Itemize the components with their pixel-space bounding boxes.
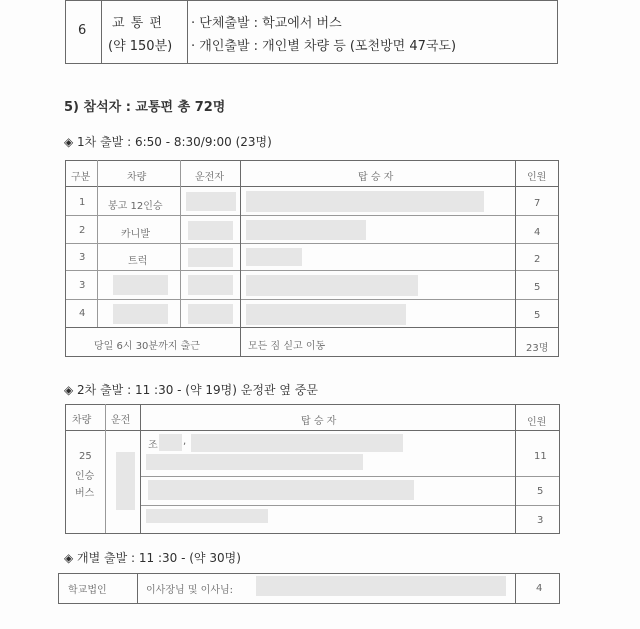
redacted-passengers — [256, 576, 506, 596]
redacted-driver — [188, 248, 233, 267]
redacted-passengers — [246, 248, 302, 266]
redacted-passengers — [146, 454, 363, 470]
header-vehicle: 차량 — [72, 415, 92, 426]
second-departure-heading: ◈ 2차 출발 : 11 :30 - (약 19명) 운정관 옆 중문 — [64, 383, 318, 397]
individual-departure-heading: ◈ 개별 출발 : 11 :30 - (약 30명) — [64, 551, 241, 565]
board-members-label: 이사장님 및 이사님: — [146, 585, 234, 596]
individual-count: 4 — [536, 583, 543, 594]
row-3-count: 2 — [534, 254, 541, 265]
row-2-count: 4 — [534, 227, 541, 238]
header-driver: 운전자 — [195, 172, 224, 183]
row-5-count: 5 — [534, 310, 541, 321]
header-vehicle: 차량 — [127, 172, 147, 183]
footer-note-luggage: 모든 짐 싣고 이동 — [248, 341, 326, 352]
row-1-number: 1 — [79, 197, 86, 208]
row-1-vehicle: 봉고 12인승 — [108, 201, 163, 212]
header-passengers: 탑 승 자 — [301, 416, 337, 427]
redacted-passengers — [191, 434, 403, 452]
bus-row-1-count: 11 — [534, 451, 547, 462]
comma-separator: , — [183, 436, 187, 447]
redacted-passengers — [246, 220, 366, 240]
section-title: 5) 참석자 : 교통편 총 72명 — [64, 100, 226, 115]
header-driver: 운전 — [111, 415, 131, 426]
header-division: 구분 — [71, 172, 91, 183]
redacted-driver — [188, 221, 233, 240]
footer-note-time: 당일 6시 30분까지 출근 — [94, 341, 200, 352]
row6-number: 6 — [78, 23, 87, 38]
header-passengers: 탑 승 자 — [358, 172, 394, 183]
row6-duration: (약 150분) — [108, 39, 173, 54]
footer-total: 23명 — [526, 343, 549, 354]
bus-label: 버스 — [75, 488, 95, 499]
row-3-number: 3 — [79, 252, 86, 263]
row-2-vehicle: 카니발 — [121, 229, 150, 240]
row6-group-departure: · 단체출발 : 학교에서 버스 — [191, 16, 342, 31]
header-count: 인원 — [527, 172, 547, 183]
row-2-number: 2 — [79, 225, 86, 236]
redacted-passengers — [148, 480, 414, 500]
row-4-count: 5 — [534, 282, 541, 293]
row-1-count: 7 — [534, 198, 541, 209]
header-count: 인원 — [527, 417, 547, 428]
first-departure-heading: ◈ 1차 출발 : 6:50 - 8:30/9:00 (23명) — [64, 135, 272, 149]
redacted-passengers — [246, 191, 484, 212]
row-5-number: 4 — [79, 308, 86, 319]
row-4-number: 3 — [79, 280, 86, 291]
redacted-passengers — [246, 304, 406, 325]
redacted-vehicle — [113, 304, 168, 324]
bus-row-3-count: 3 — [537, 515, 544, 526]
redacted-driver — [188, 304, 233, 324]
redacted-passengers — [146, 509, 268, 523]
bus-capacity-unit: 인승 — [75, 471, 95, 482]
row6-individual-departure: · 개인출발 : 개인별 차량 등 (포천방면 47국도) — [191, 39, 457, 54]
bus-capacity: 25 — [79, 451, 92, 462]
passenger-surname: 조 — [148, 440, 158, 451]
row6-label: 교 통 편 — [112, 16, 163, 31]
redacted-driver — [188, 275, 233, 295]
redacted-name — [159, 434, 182, 451]
redacted-driver — [116, 452, 135, 510]
row-3-vehicle: 트럭 — [128, 256, 148, 267]
bus-row-2-count: 5 — [537, 486, 544, 497]
redacted-driver — [186, 192, 236, 211]
school-corporation-label: 학교법인 — [68, 585, 107, 596]
redacted-vehicle — [113, 275, 168, 295]
redacted-passengers — [246, 275, 418, 296]
